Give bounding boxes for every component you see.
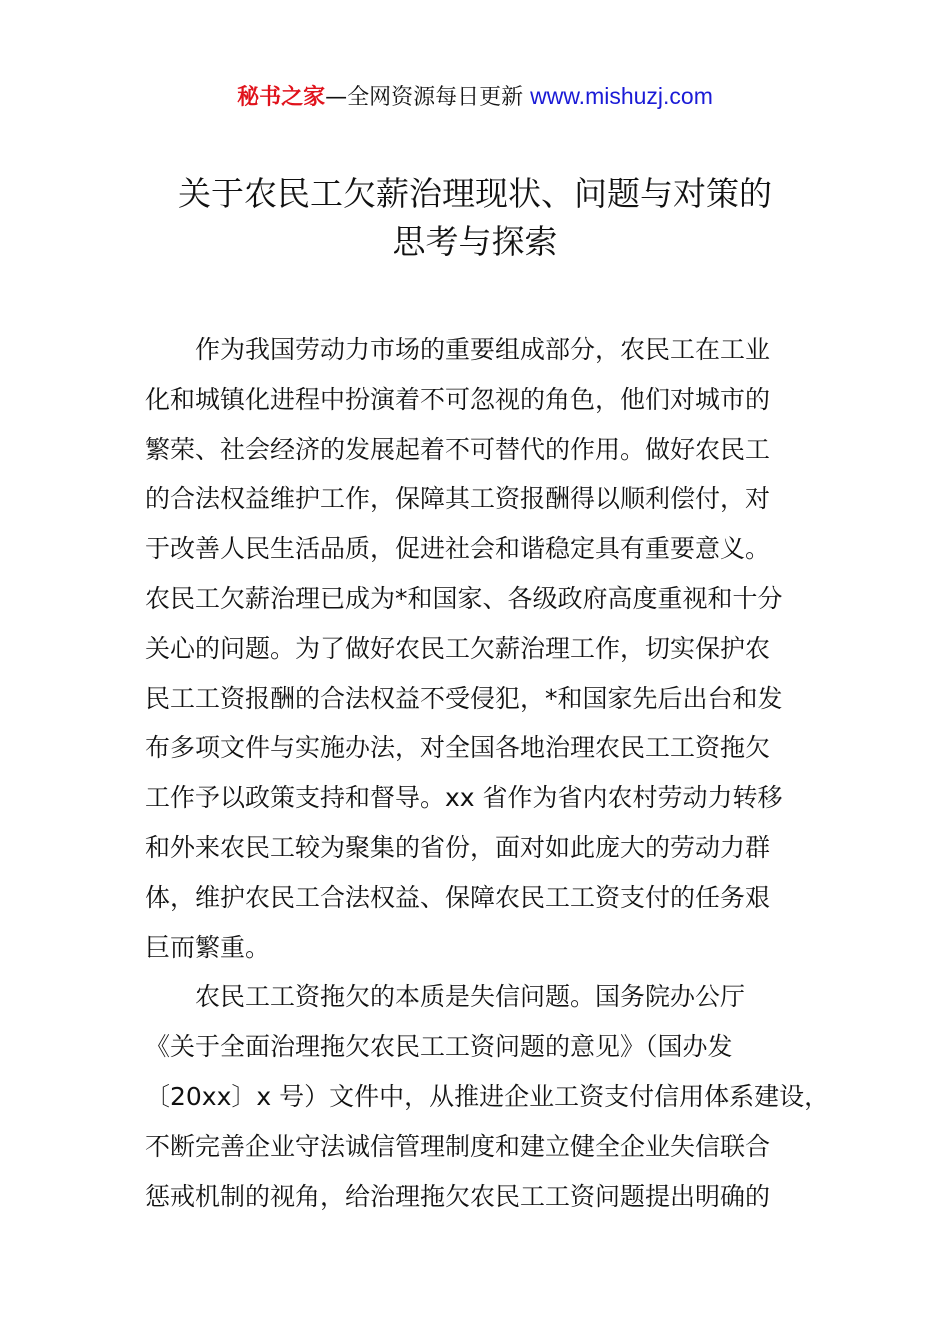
paragraph-line: 〔20xx〕x 号）文件中，从推进企业工资支付信用体系建设， bbox=[145, 1081, 830, 1111]
paragraph-line: 于改善人民生活品质，促进社会和谐稳定具有重要意义。 bbox=[145, 534, 771, 564]
site-header bbox=[0, 80, 950, 114]
paragraph-line: 体，维护农民工合法权益、保障农民工工资支付的任务艰 bbox=[145, 882, 771, 912]
title-line: 思考与探索 bbox=[392, 222, 558, 261]
paragraph-line: 惩戒机制的视角，给治理拖欠农民工工资问题提出明确的 bbox=[145, 1181, 771, 1211]
paragraph-line: 巨而繁重。 bbox=[145, 932, 271, 962]
paragraph-line: 化和城镇化进程中扮演着不可忽视的角色，他们对城市的 bbox=[145, 384, 771, 414]
paragraph-line: 民工工资报酬的合法权益不受侵犯，*和国家先后出台和发 bbox=[145, 683, 783, 713]
paragraph-line: 工作予以政策支持和督导。xx 省作为省内农村劳动力转移 bbox=[145, 783, 783, 813]
paragraph-line: 的合法权益维护工作，保障其工资报酬得以顺利偿付，对 bbox=[145, 484, 771, 514]
paragraph-line: 作为我国劳动力市场的重要组成部分，农民工在工业 bbox=[195, 335, 771, 364]
paragraph-line: 《关于全面治理拖欠农民工工资问题的意见》（国办发 bbox=[145, 1032, 733, 1062]
header-tagline: —全网资源每日更新 bbox=[325, 85, 531, 110]
title-line: 关于农民工欠薪治理现状、问题与对策的 bbox=[178, 174, 772, 213]
paragraph-line: 农民工欠薪治理已成为*和国家、各级政府高度重视和十分 bbox=[145, 583, 783, 613]
brand-name: 秘书之家 bbox=[237, 85, 326, 110]
paragraph-line: 布多项文件与实施办法，对全国各地治理农民工工资拖欠 bbox=[145, 733, 771, 763]
document-body bbox=[145, 325, 830, 1221]
site-url-link[interactable]: www.mishuzj.com bbox=[530, 83, 713, 109]
paragraph-line: 关心的问题。为了做好农民工欠薪治理工作，切实保护农 bbox=[145, 633, 771, 663]
paragraph-line: 农民工工资拖欠的本质是失信问题。国务院办公厅 bbox=[195, 982, 746, 1012]
paragraph-line: 繁荣、社会经济的发展起着不可替代的作用。做好农民工 bbox=[145, 434, 771, 464]
paragraph-line: 不断完善企业守法诚信管理制度和建立健全企业失信联合 bbox=[145, 1131, 771, 1161]
document-title bbox=[0, 170, 950, 266]
paragraph-line: 和外来农民工较为聚集的省份，面对如此庞大的劳动力群 bbox=[145, 832, 771, 862]
